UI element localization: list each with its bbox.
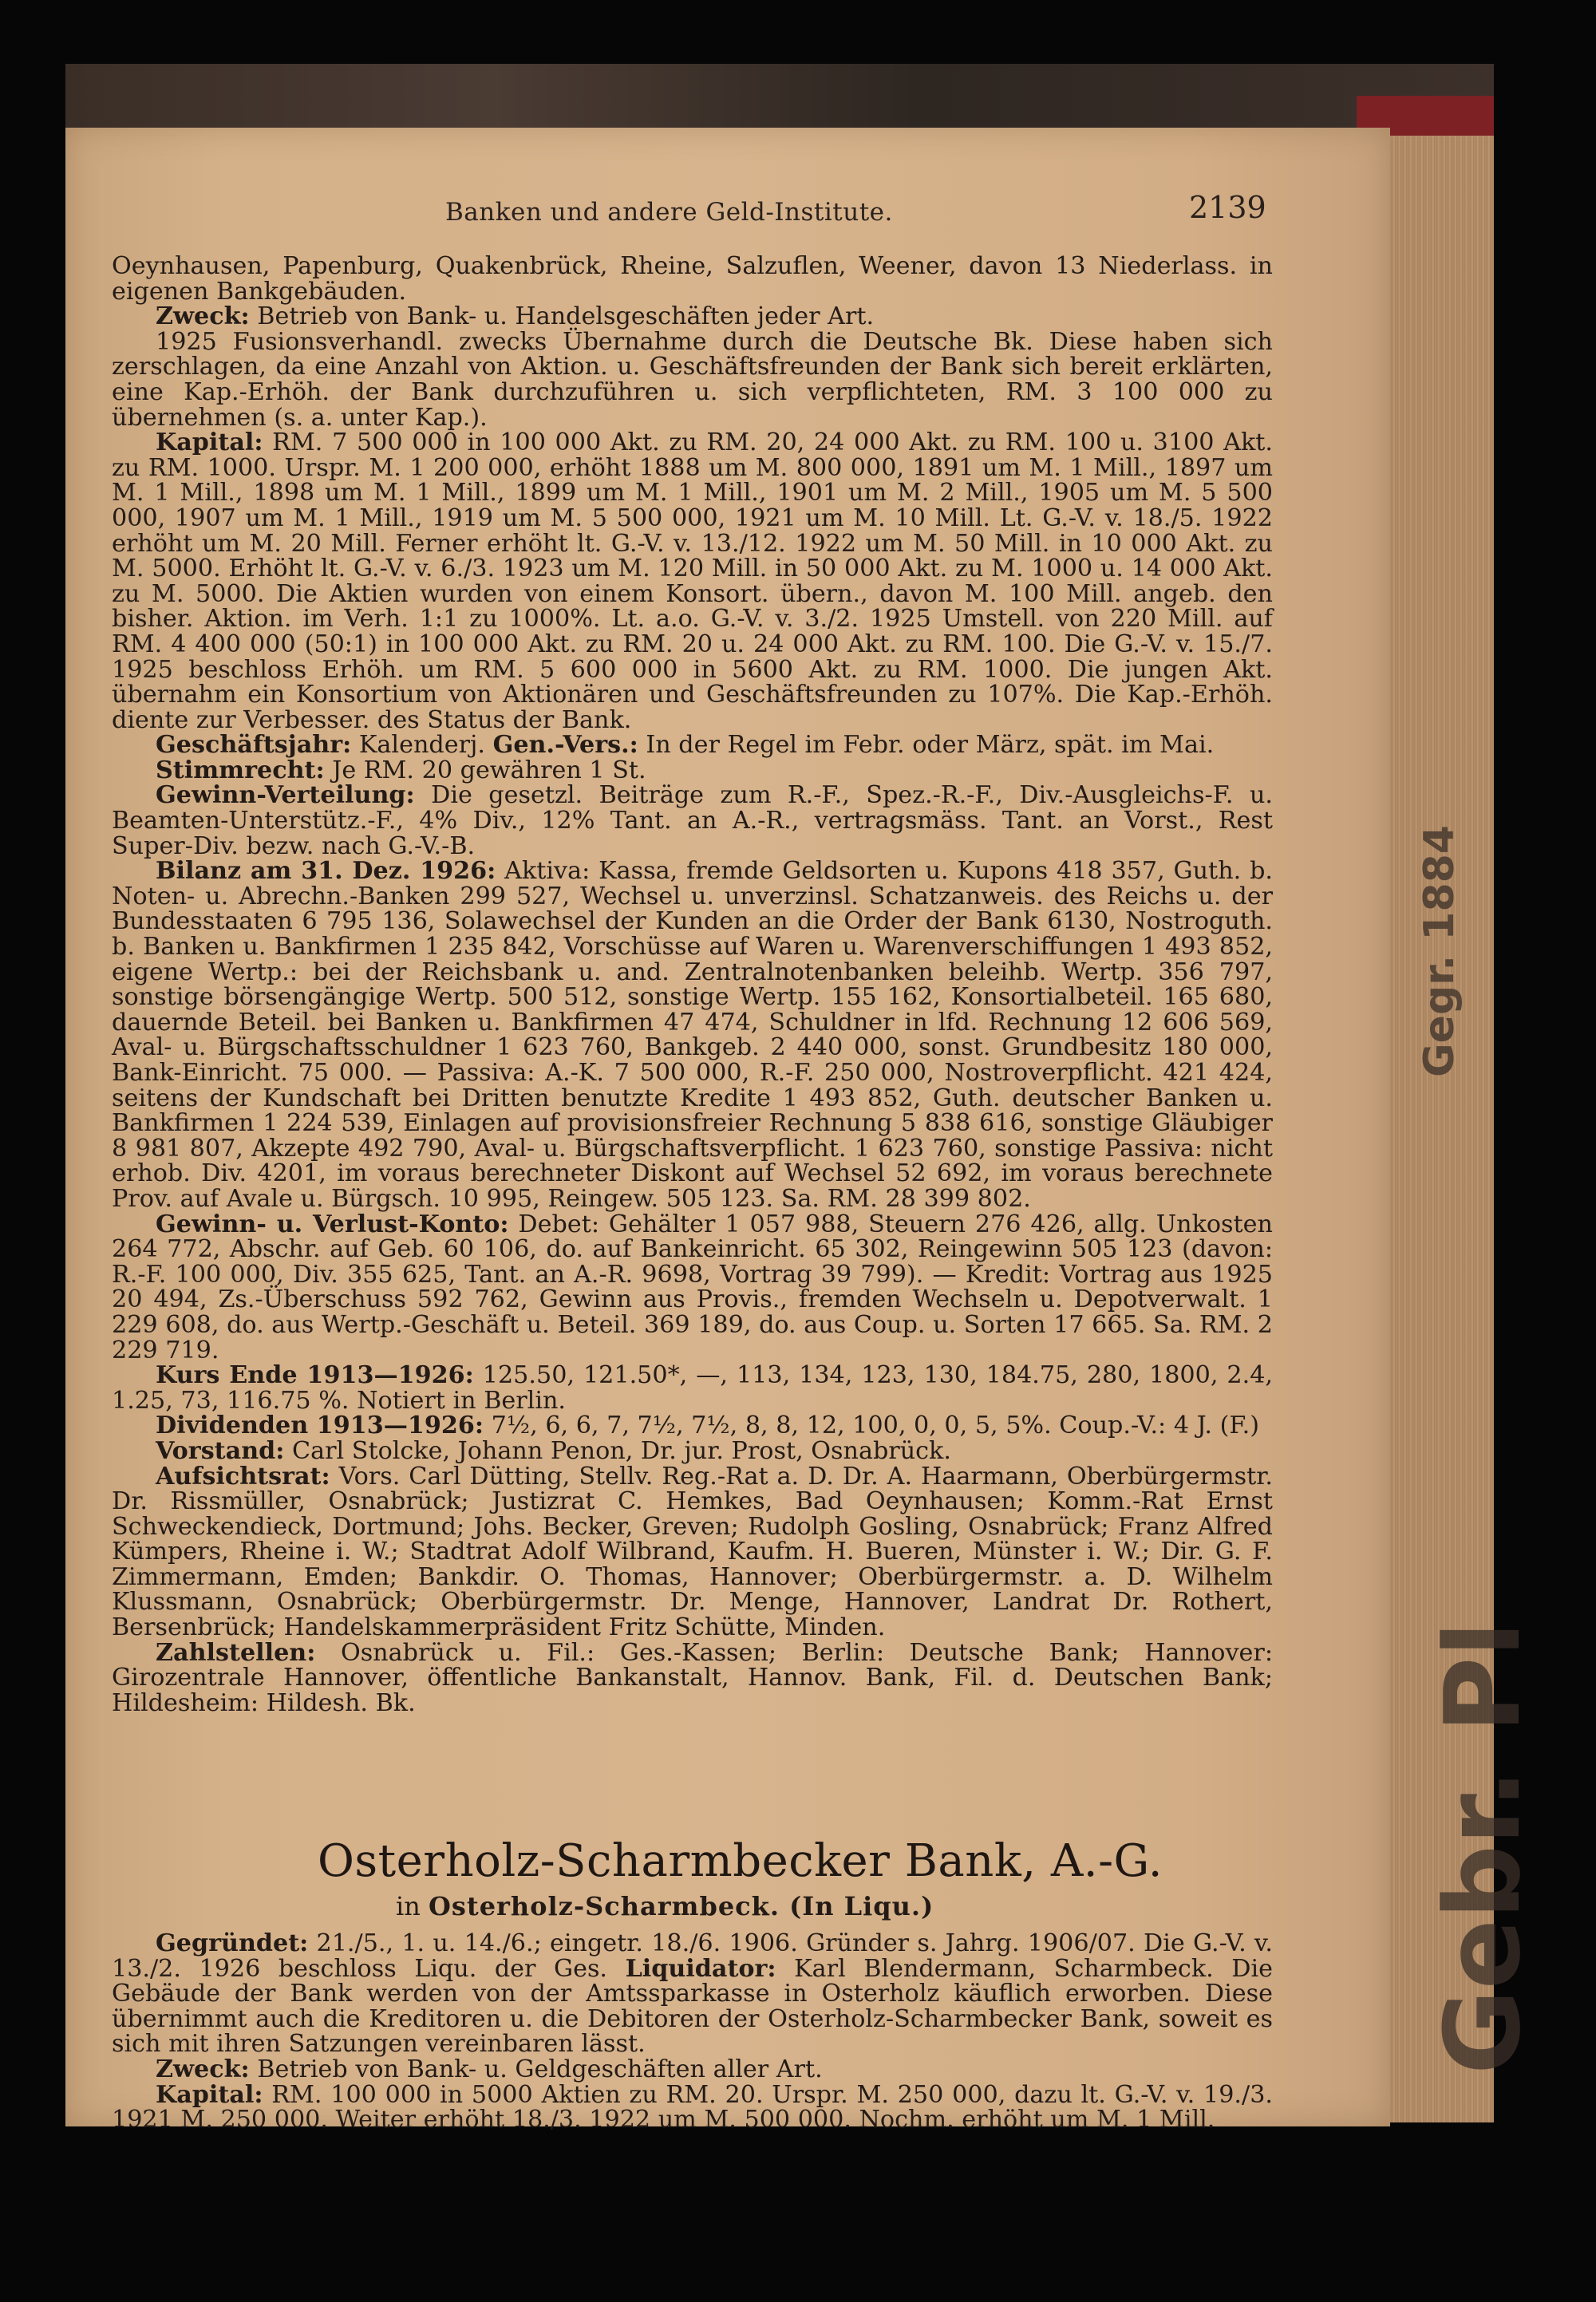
paragraph-geschaeftsjahr (112, 732, 1273, 758)
paragraph-gewinn-verlust (112, 1212, 1273, 1364)
label-gewinn-verteilung: Gewinn-Verteilung: (156, 781, 415, 810)
text-gen-vers: In der Regel im Febr. oder März, spät. im Mai. (638, 731, 1215, 760)
label-bilanz: Bilanz am 31. Dez. 1926: (156, 857, 496, 886)
label-gen-vers: Gen.-Vers.: (492, 731, 638, 760)
page-number: 2139 (1189, 190, 1266, 225)
label-stimmrecht: Stimmrecht: (156, 756, 325, 784)
text-gewinn-verlust: Debet: Gehälter 1 057 988, Steuern 276 426, allg. Unkosten 264 772, Abschr. auf Geb. 60 106, do. auf Bankeinricht. 65 302, Reingewinn 505 123 (davon: R.-F. 100 000, Div. 355 625, Tant. an A.-R. 9698, Vortrag 39 799). — Kredit: Vortrag aus 1925 20 494, Zs.-Überschuss 592 762, Gewinn aus Provis., fremden Wechseln u. Depotverwalt. 1 229 608, do. aus Wertp.-Geschäft u. Beteil. 369 189, do. aus Coup. u. Sorten 17 665. Sa. RM. 2 229 719. (112, 1210, 1273, 1364)
paragraph-gegruendet (112, 1931, 1273, 2057)
subtitle-place: Osterholz-Scharmbeck. (429, 1891, 780, 1921)
label-zahlstellen: Zahlstellen: (156, 1638, 316, 1667)
paragraph-vorstand (112, 1436, 1273, 1465)
text-zahlstellen: Osnabrück u. Fil.: Ges.-Kassen; Berlin: Deutsche Bank; Hannover: Girozentrale Hannover, öffentliche Bankanstalt, Hannov. Bank, Fil. d. Deutschen Bank; Hildesheim: Hildesh. Bk. (112, 1638, 1273, 1717)
text-kapital: RM. 7 500 000 in 100 000 Akt. zu RM. 20, 24 000 Akt. zu RM. 100 u. 3100 Akt. zu RM. 1000. Urspr. M. 1 200 000, erhöht 1888 um M. 800 000, 1891 um M. 1 Mill., 1897 um M. 1 Mill., 1898 um M. 1 Mill., 1899 um M. 1 Mill., 1901 um M. 2 Mill., 1905 um M. 5 500 000, 1907 um M. 1 Mill., 1919 um M. 5 500 000, 1921 um M. 10 Mill. Lt. G.-V. v. 18./5. 1922 erhöht um M. 20 Mill. Ferner erhöht lt. G.-V. v. 13./12. 1922 um M. 50 Mill. in 10 000 Akt. zu M. 5000. Erhöht lt. G.-V. v. 6./3. 1923 um M. 120 Mill. in 50 000 Akt. zu M. 1000 u. 14 000 Akt. zu M. 5000. Die Aktien wurden von einem Konsort. übern., davon M. 100 Mill. angeb. den bisher. Aktion. im Verh. 1:1 zu 1000%. Lt. a.o. G.-V. v. 3./2. 1925 Umstell. von 220 Mill. auf RM. 4 400 000 (50:1) in 100 000 Akt. zu RM. 20 u. 24 000 Akt. zu RM. 100. Die G.-V. v. 15./7. 1925 beschloss Erhöh. um RM. 5 600 000 in 5600 Akt. zu RM. 1000. Die jungen Akt. übernahm ein Konsortium von Aktionären und Geschäftsfreunden zu 107%. Die Kap.-Erhöh. diente zur Verbesser. des Status der Bank. (112, 428, 1273, 734)
paragraph-fusion: 1925 Fusionsverhandl. zwecks Übernahme durch die Deutsche Bk. Diese haben sich zerschlagen, da eine Anzahl von Aktion. u. Geschäftsfreunden der Bank sich bereit erklärten, eine Kap.-Erhöh. der Bank durchzuführen u. sich verpflichteten, RM. 3 100 000 zu übernehmen (s. a. unter Kap.). (112, 327, 1273, 432)
paragraph-kurs (112, 1363, 1273, 1413)
text-geschaeftsjahr: Kalenderj. (351, 731, 493, 760)
fore-edge-print (1404, 136, 1543, 2122)
label-kapital: Kapital: (156, 428, 263, 457)
paragraph-dividenden (112, 1413, 1273, 1439)
label-vorstand: Vorstand: (156, 1436, 285, 1465)
text-aufsichtsrat: Vors. Carl Dütting, Stellv. Reg.-Rat a. D. Dr. A. Haarmann, Oberbürgermstr. Dr. Rissmüller, Osnabrück; Justizrat C. Hemkes, Bad Oeynhausen; Komm.-Rat Ernst Schweckendieck, Dortmund; Johs. Becker, Greven; Rudolph Gosling, Osnabrück; Franz Alfred Kümpers, Rheine i. W.; Stadtrat Adolf Wilbrand, Kaufm. H. Bueren, Münster i. W.; Dir. G. F. Zimmermann, Emden; Bankdir. O. Thomas, Hannover; Oberbürgermstr. a. D. Wilhelm Klussmann, Osnabrück; Oberbürgermstr. Dr. Menge, Hannover, Landrat Dr. Rothert, Bersenbrück; Handelskammerpräsident Fritz Schütte, Minden. (112, 1462, 1273, 1642)
text-liquidator: Karl Blendermann, Scharmbeck. Die Gebäude der Bank werden von der Amtssparkasse in Osterholz käuflich erworben. Diese übernimmt auch die Kreditoren u. die Debitoren der Osterholz-Scharmbecker Bank, soweit es sich mit ihren Satzungen vereinbaren lässt. (112, 1954, 1273, 2059)
text-stimmrecht: Je RM. 20 gewähren 1 St. (324, 756, 646, 784)
bank-subtitle (396, 1891, 934, 1921)
text-gewinn-verteilung: Die gesetzl. Beiträge zum R.-F., Spez.-R.-F., Div.-Ausgleichs-F. u. Beamten-Unterstütz.-F., 4% Div., 12% Tant. an A.-R., vertragsmäss. Tant. an Vorst., Rest Super-Div. bezw. nach G.-V.-B. (112, 781, 1273, 860)
subtitle-in: in (396, 1891, 429, 1921)
fore-edge-label-b: Gebr. Pl (1422, 1621, 1543, 2075)
paragraph-aufsichtsrat (112, 1464, 1273, 1641)
paragraph-bilanz (112, 859, 1273, 1211)
entry-continued (112, 254, 1273, 1716)
scan-background-top (65, 64, 1494, 136)
text-bilanz: Aktiva: Kassa, fremde Geldsorten u. Kupons 418 357, Guth. b. Noten- u. Abrechn.-Banken 299 527, Wechsel u. unverzinsl. Schatzanweis. des Reichs u. der Bundesstaaten 6 795 136, Solawechsel der Kunden an die Order der Bank 6130, Nostroguth. b. Banken u. Bankfirmen 1 235 842, Vorschüsse auf Waren u. Warenverschiffungen 1 493 852, eigene Wertp.: bei der Reichsbank u. and. Zentralnotenbanken beleihb. Wertp. 356 797, sonstige börsengängige Wertp. 500 512, sonstige Wertp. 155 162, Konsortialbeteil. 165 680, dauernde Beteil. bei Banken u. Bankfirmen 47 474, Schuldner in lfd. Rechnung 12 606 569, Aval- u. Bürgschaftsschuldner 1 623 760, Bankgeb. 2 440 000, sonst. Grundbesitz 180 000, Bank-Einricht. 75 000. — Passiva: A.-K. 7 500 000, R.-F. 250 000, Nostroverpflicht. 421 424, seitens der Kundschaft bei Dritten benutzte Kredite 1 493 852, Guth. deutscher Banken u. Bankfirmen 1 224 539, Einlagen auf provisionsfreier Rechnung 5 838 616, sonstige Gläubiger 8 981 807, Akzepte 492 790, Aval- u. Bürgschaftsverpflicht. 1 623 760, sonstige Passiva: nicht erhob. Div. 4201, im voraus berechneter Diskont auf Wechsel 52 692, im voraus berechnete Prov. auf Avale u. Bürgsch. 10 995, Reingew. 505 123. Sa. RM. 28 399 802. (112, 857, 1273, 1213)
label-zweck: Zweck: (156, 302, 250, 331)
label-kurs: Kurs Ende 1913—1926: (156, 1361, 474, 1390)
label-aufsichtsrat: Aufsichtsrat: (156, 1462, 330, 1491)
subtitle-liquidation: (In Liqu.) (779, 1891, 934, 1921)
text-kapital-2: RM. 100 000 in 5000 Aktien zu RM. 20. Urspr. M. 250 000, dazu lt. G.-V. v. 19./3. 1921 M. 250 000. Weiter erhöht 18./3. 1922 um M. 500 000. Nochm. erhöht um M. 1 Mill. (112, 2080, 1273, 2134)
text-dividenden: 7½, 6, 6, 7, 7½, 7½, 8, 8, 12, 100, 0, 0, 5, 5%. Coup.-V.: 4 J. (F.) (484, 1412, 1259, 1440)
paragraph-kapital (112, 430, 1273, 732)
label-zweck-2: Zweck: (156, 2055, 250, 2083)
paragraph-zahlstellen (112, 1638, 1273, 1717)
paragraph-stimmrecht (112, 758, 1273, 784)
paragraph-gewinn-verteilung (112, 783, 1273, 859)
label-kapital-2: Kapital: (156, 2080, 263, 2109)
label-geschaeftsjahr: Geschäftsjahr: (156, 731, 352, 760)
bank-title: Osterholz-Scharmbecker Bank, A.-G. (318, 1835, 1163, 1887)
running-head: Banken und andere Geld-Institute. (445, 198, 893, 227)
label-gewinn-verlust: Gewinn- u. Verlust-Konto: (156, 1210, 509, 1238)
paragraph-locations: Oeynhausen, Papenburg, Quakenbrück, Rheine, Salzuflen, Weener, davon 13 Niederlass. in eigenen Bankgebäuden. (112, 252, 1273, 306)
fore-edge-label-a: Gegr. 1884 (1416, 825, 1464, 1077)
text-gegruendet: 21./5., 1. u. 14./6.; eingetr. 18./6. 1906. Gründer s. Jahrg. 1906/07. Die G.-V. v. 13./2. 1926 beschloss Liqu. der Ges. (112, 1929, 1273, 1983)
text-vorstand: Carl Stolcke, Johann Penon, Dr. jur. Prost, Osnabrück. (284, 1436, 951, 1465)
page-header (120, 190, 1277, 238)
paragraph-zweck-2 (112, 2057, 1273, 2083)
text-zweck-2: Betrieb von Bank- u. Geldgeschäften aller Art. (249, 2055, 823, 2083)
paragraph-kapital-2 (112, 2080, 1273, 2134)
paragraph-zweck (112, 304, 1273, 330)
text-zweck: Betrieb von Bank- u. Handelsgeschäften jeder Art. (249, 302, 875, 331)
label-gegruendet: Gegründet: (156, 1929, 309, 1957)
label-dividenden: Dividenden 1913—1926: (156, 1412, 484, 1440)
label-liquidator: Liquidator: (625, 1954, 776, 1983)
entry-osterholz (112, 1931, 1273, 2133)
text-kurs: 125.50, 121.50*, —, 113, 134, 123, 130, 184.75, 280, 1800, 2.4, 1.25, 73, 116.75 %. Notiert in Berlin. (112, 1361, 1273, 1415)
